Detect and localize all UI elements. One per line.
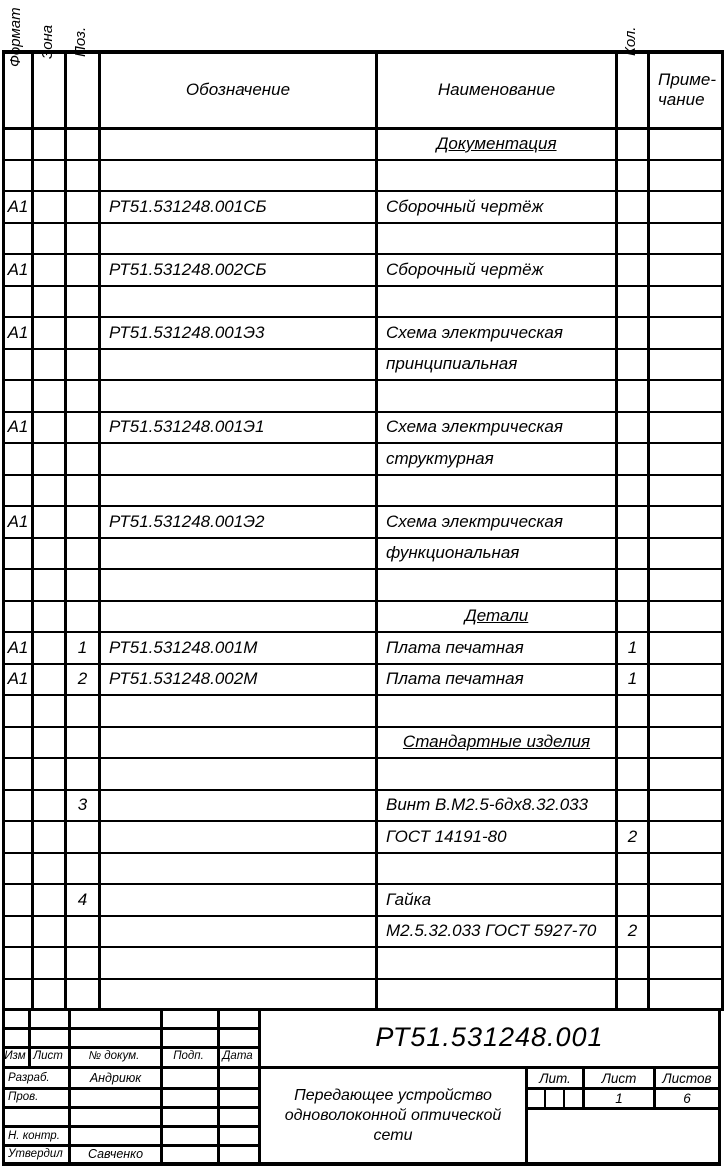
spec-cell-zone bbox=[33, 286, 66, 318]
spec-cell-zone bbox=[33, 191, 66, 223]
spec-cell-note bbox=[649, 664, 723, 696]
spec-cell-name: Винт В.М2.5-6дх8.32.033 bbox=[377, 790, 617, 822]
titleblock-line bbox=[525, 1107, 721, 1110]
spec-header-row bbox=[4, 52, 723, 128]
spec-row bbox=[4, 412, 723, 444]
spec-cell-designation bbox=[100, 538, 377, 570]
column-caption-pos: Поз. bbox=[72, 26, 89, 57]
spec-cell-name: Гайка bbox=[377, 884, 617, 916]
spec-row bbox=[4, 758, 723, 790]
spec-row bbox=[4, 884, 723, 916]
spec-cell-qty: 2 bbox=[617, 821, 649, 853]
spec-cell-note bbox=[649, 632, 723, 664]
spec-row bbox=[4, 601, 723, 633]
spec-cell-note bbox=[649, 412, 723, 444]
spec-row bbox=[4, 664, 723, 696]
spec-row bbox=[4, 727, 723, 759]
spec-cell-note bbox=[649, 380, 723, 412]
spec-cell-qty bbox=[617, 286, 649, 318]
spec-cell-zone bbox=[33, 160, 66, 192]
spec-row bbox=[4, 569, 723, 601]
spec-cell-pos bbox=[66, 821, 100, 853]
role-checked: Пров. bbox=[8, 1091, 39, 1103]
spec-cell-designation: РТ51.531248.001Э1 bbox=[100, 412, 377, 444]
spec-cell-pos: 1 bbox=[66, 632, 100, 664]
spec-cell-zone bbox=[33, 632, 66, 664]
role-ncontrol: Н. контр. bbox=[8, 1129, 60, 1142]
spec-cell-pos bbox=[66, 412, 100, 444]
spec-cell-format bbox=[4, 790, 33, 822]
spec-cell-name bbox=[377, 380, 617, 412]
spec-cell-name: Стандартные изделия bbox=[377, 727, 617, 759]
spec-cell-format bbox=[4, 916, 33, 948]
spec-cell-format: А1 bbox=[4, 506, 33, 538]
spec-cell-pos bbox=[66, 443, 100, 475]
spec-cell-pos bbox=[66, 128, 100, 160]
spec-cell-format bbox=[4, 884, 33, 916]
spec-cell-zone bbox=[33, 916, 66, 948]
spec-row bbox=[4, 821, 723, 853]
spec-cell-format bbox=[4, 128, 33, 160]
spec-cell-format bbox=[4, 569, 33, 601]
spec-cell-pos bbox=[66, 947, 100, 979]
spec-cell-format bbox=[4, 979, 33, 1011]
spec-cell-qty bbox=[617, 506, 649, 538]
spec-cell-note bbox=[649, 349, 723, 381]
spec-cell-format bbox=[4, 443, 33, 475]
spec-cell-note bbox=[649, 569, 723, 601]
spec-cell-pos bbox=[66, 569, 100, 601]
spec-cell-pos bbox=[66, 601, 100, 633]
spec-cell-pos bbox=[66, 695, 100, 727]
spec-cell-note bbox=[649, 443, 723, 475]
spec-cell-designation bbox=[100, 790, 377, 822]
spec-cell-zone bbox=[33, 758, 66, 790]
spec-row bbox=[4, 380, 723, 412]
spec-cell-name: Документация bbox=[377, 128, 617, 160]
spec-cell-designation bbox=[100, 695, 377, 727]
spec-cell-format bbox=[4, 286, 33, 318]
spec-cell-zone bbox=[33, 884, 66, 916]
spec-cell-name: Схема электрическая bbox=[377, 317, 617, 349]
spec-row bbox=[4, 317, 723, 349]
spec-cell-zone bbox=[33, 947, 66, 979]
spec-cell-format: А1 bbox=[4, 632, 33, 664]
spec-cell-pos bbox=[66, 979, 100, 1011]
spec-cell-qty bbox=[617, 349, 649, 381]
titleblock-bottom-border bbox=[2, 1162, 721, 1166]
spec-cell-name: Детали bbox=[377, 601, 617, 633]
header-note-line1: Приме- bbox=[658, 69, 716, 89]
spec-cell-format bbox=[4, 695, 33, 727]
spec-cell-name: М2.5.32.033 ГОСТ 5927-70 bbox=[377, 916, 617, 948]
spec-cell-qty bbox=[617, 569, 649, 601]
spec-cell-designation bbox=[100, 916, 377, 948]
spec-cell-format bbox=[4, 821, 33, 853]
spec-cell-note bbox=[649, 884, 723, 916]
spec-cell-qty bbox=[617, 380, 649, 412]
spec-cell-name: Плата печатная bbox=[377, 664, 617, 696]
spec-cell-designation: РТ51.531248.001СБ bbox=[100, 191, 377, 223]
spec-cell-format: А1 bbox=[4, 412, 33, 444]
role-developed: Разраб. bbox=[8, 1072, 50, 1084]
spec-cell-name: функциональная bbox=[377, 538, 617, 570]
spec-cell-pos bbox=[66, 160, 100, 192]
header-cell-pos bbox=[66, 52, 100, 128]
spec-cell-pos bbox=[66, 254, 100, 286]
spec-cell-pos bbox=[66, 191, 100, 223]
spec-cell-zone bbox=[33, 317, 66, 349]
spec-cell-qty bbox=[617, 727, 649, 759]
spec-cell-zone bbox=[33, 601, 66, 633]
header-cell-name: Наименование bbox=[377, 52, 617, 128]
change-col-sign: Подп. bbox=[173, 1050, 204, 1062]
spec-cell-qty bbox=[617, 601, 649, 633]
spec-cell-format bbox=[4, 223, 33, 255]
spec-cell-note bbox=[649, 538, 723, 570]
spec-cell-qty bbox=[617, 412, 649, 444]
spec-cell-pos: 3 bbox=[66, 790, 100, 822]
spec-cell-designation bbox=[100, 601, 377, 633]
spec-row bbox=[4, 443, 723, 475]
spec-cell-designation bbox=[100, 947, 377, 979]
spec-cell-format bbox=[4, 947, 33, 979]
spec-row bbox=[4, 191, 723, 223]
spec-cell-note bbox=[649, 695, 723, 727]
spec-cell-note bbox=[649, 821, 723, 853]
device-title-line3: сети bbox=[373, 1126, 413, 1144]
titleblock-line bbox=[563, 1087, 565, 1110]
spec-cell-qty bbox=[617, 947, 649, 979]
spec-cell-qty bbox=[617, 317, 649, 349]
spec-row bbox=[4, 506, 723, 538]
spec-cell-format bbox=[4, 727, 33, 759]
change-col-list: Лист bbox=[33, 1050, 63, 1062]
spec-cell-designation bbox=[100, 727, 377, 759]
spec-cell-qty bbox=[617, 443, 649, 475]
spec-cell-name bbox=[377, 979, 617, 1011]
spec-row bbox=[4, 223, 723, 255]
spec-cell-note bbox=[649, 916, 723, 948]
spec-row bbox=[4, 790, 723, 822]
spec-cell-qty bbox=[617, 475, 649, 507]
spec-cell-name bbox=[377, 475, 617, 507]
spec-cell-pos bbox=[66, 286, 100, 318]
spec-cell-note bbox=[649, 160, 723, 192]
spec-cell-zone bbox=[33, 443, 66, 475]
spec-row bbox=[4, 979, 723, 1011]
column-caption-format: Формат bbox=[7, 7, 24, 67]
spec-cell-designation bbox=[100, 758, 377, 790]
spec-cell-format bbox=[4, 758, 33, 790]
spec-cell-pos bbox=[66, 380, 100, 412]
spec-cell-format: А1 bbox=[4, 254, 33, 286]
spec-cell-note bbox=[649, 286, 723, 318]
spec-cell-qty bbox=[617, 254, 649, 286]
spec-cell-qty bbox=[617, 853, 649, 885]
spec-cell-note bbox=[649, 317, 723, 349]
spec-cell-pos: 2 bbox=[66, 664, 100, 696]
spec-cell-qty bbox=[617, 979, 649, 1011]
spec-table-body bbox=[4, 128, 723, 1010]
sheet-number: 1 bbox=[615, 1091, 623, 1106]
spec-cell-designation bbox=[100, 160, 377, 192]
spec-cell-zone bbox=[33, 727, 66, 759]
spec-cell-name bbox=[377, 947, 617, 979]
spec-cell-pos bbox=[66, 349, 100, 381]
spec-cell-designation bbox=[100, 884, 377, 916]
spec-cell-qty: 1 bbox=[617, 664, 649, 696]
spec-cell-name bbox=[377, 695, 617, 727]
change-col-izm: Изм bbox=[4, 1050, 26, 1062]
document-number: РТ51.531248.001 bbox=[375, 1021, 604, 1052]
spec-cell-format: А1 bbox=[4, 191, 33, 223]
titleblock-line bbox=[68, 1008, 71, 1166]
lit-label: Лит. bbox=[539, 1070, 571, 1086]
spec-cell-qty bbox=[617, 191, 649, 223]
role-approved: Утвердил bbox=[8, 1148, 63, 1160]
spec-cell-format bbox=[4, 475, 33, 507]
spec-cell-pos bbox=[66, 758, 100, 790]
sheet-label: Лист bbox=[601, 1070, 637, 1086]
spec-cell-note bbox=[649, 191, 723, 223]
spec-cell-zone bbox=[33, 790, 66, 822]
spec-cell-zone bbox=[33, 506, 66, 538]
header-cell-format bbox=[4, 52, 33, 128]
spec-table bbox=[2, 50, 724, 1011]
sheets-total: 6 bbox=[683, 1091, 691, 1106]
spec-row bbox=[4, 349, 723, 381]
spec-cell-designation bbox=[100, 223, 377, 255]
spec-cell-zone bbox=[33, 412, 66, 444]
spec-cell-note bbox=[649, 506, 723, 538]
spec-cell-format bbox=[4, 538, 33, 570]
spec-cell-zone bbox=[33, 979, 66, 1011]
header-cell-note bbox=[649, 52, 723, 128]
spec-cell-qty bbox=[617, 790, 649, 822]
spec-cell-qty bbox=[617, 695, 649, 727]
spec-cell-designation bbox=[100, 443, 377, 475]
spec-cell-designation: РТ51.531248.002СБ bbox=[100, 254, 377, 286]
spec-cell-qty bbox=[617, 160, 649, 192]
spec-row bbox=[4, 475, 723, 507]
header-cell-qty bbox=[617, 52, 649, 128]
spec-cell-note bbox=[649, 727, 723, 759]
spec-cell-format bbox=[4, 380, 33, 412]
spec-cell-pos bbox=[66, 916, 100, 948]
spec-cell-note bbox=[649, 853, 723, 885]
spec-row bbox=[4, 695, 723, 727]
spec-cell-note bbox=[649, 947, 723, 979]
spec-cell-zone bbox=[33, 695, 66, 727]
spec-cell-name: структурная bbox=[377, 443, 617, 475]
spec-cell-name: Схема электрическая bbox=[377, 412, 617, 444]
titleblock-left-border bbox=[2, 1008, 5, 1166]
spec-row bbox=[4, 254, 723, 286]
titleblock-line bbox=[160, 1008, 163, 1166]
spec-cell-name: Сборочный чертёж bbox=[377, 191, 617, 223]
change-col-date: Дата bbox=[222, 1050, 253, 1062]
spec-cell-note bbox=[649, 758, 723, 790]
change-col-docnum: № докум. bbox=[88, 1050, 140, 1062]
spec-cell-note bbox=[649, 790, 723, 822]
device-title-line2: одноволоконной оптической bbox=[284, 1106, 502, 1124]
spec-cell-pos bbox=[66, 538, 100, 570]
spec-cell-designation bbox=[100, 475, 377, 507]
spec-cell-pos bbox=[66, 317, 100, 349]
spec-cell-pos bbox=[66, 506, 100, 538]
spec-cell-designation bbox=[100, 286, 377, 318]
spec-cell-name: Сборочный чертёж bbox=[377, 254, 617, 286]
spec-cell-zone bbox=[33, 821, 66, 853]
spec-cell-note bbox=[649, 601, 723, 633]
spec-cell-designation bbox=[100, 569, 377, 601]
spec-row bbox=[4, 947, 723, 979]
spec-row bbox=[4, 632, 723, 664]
spec-cell-designation: РТ51.531248.002М bbox=[100, 664, 377, 696]
spec-cell-format: А1 bbox=[4, 317, 33, 349]
approver-name: Савченко bbox=[87, 1147, 144, 1161]
spec-cell-name bbox=[377, 569, 617, 601]
spec-cell-qty bbox=[617, 223, 649, 255]
spec-row bbox=[4, 538, 723, 570]
spec-cell-name: ГОСТ 14191-80 bbox=[377, 821, 617, 853]
spec-cell-format bbox=[4, 601, 33, 633]
device-title-line1: Передающее устройство bbox=[294, 1086, 492, 1104]
spec-cell-zone bbox=[33, 664, 66, 696]
spec-cell-name bbox=[377, 758, 617, 790]
spec-cell-format bbox=[4, 160, 33, 192]
spec-cell-zone bbox=[33, 223, 66, 255]
spec-cell-format bbox=[4, 349, 33, 381]
spec-cell-qty bbox=[617, 758, 649, 790]
spec-cell-designation: РТ51.531248.001М bbox=[100, 632, 377, 664]
spec-cell-name bbox=[377, 223, 617, 255]
spec-cell-pos bbox=[66, 853, 100, 885]
spec-cell-designation bbox=[100, 821, 377, 853]
spec-cell-designation bbox=[100, 128, 377, 160]
spec-cell-zone bbox=[33, 569, 66, 601]
spec-cell-designation: РТ51.531248.001Э2 bbox=[100, 506, 377, 538]
spec-cell-designation bbox=[100, 979, 377, 1011]
spec-row bbox=[4, 160, 723, 192]
spec-cell-format bbox=[4, 853, 33, 885]
spec-row bbox=[4, 128, 723, 160]
spec-cell-qty bbox=[617, 538, 649, 570]
spec-cell-designation bbox=[100, 380, 377, 412]
spec-cell-name bbox=[377, 160, 617, 192]
titleblock-line bbox=[544, 1087, 546, 1110]
titleblock-right-border bbox=[718, 1008, 721, 1166]
spec-cell-pos: 4 bbox=[66, 884, 100, 916]
spec-cell-qty: 1 bbox=[617, 632, 649, 664]
spec-cell-name: Плата печатная bbox=[377, 632, 617, 664]
spec-cell-zone bbox=[33, 349, 66, 381]
spec-cell-qty: 2 bbox=[617, 916, 649, 948]
column-caption-zone: Зона bbox=[39, 24, 56, 59]
spec-cell-pos bbox=[66, 223, 100, 255]
spec-cell-pos bbox=[66, 475, 100, 507]
header-cell-designation: Обозначение bbox=[100, 52, 377, 128]
spec-cell-note bbox=[649, 128, 723, 160]
spec-cell-note bbox=[649, 979, 723, 1011]
spec-cell-qty bbox=[617, 884, 649, 916]
spec-cell-pos bbox=[66, 727, 100, 759]
header-cell-zone bbox=[33, 52, 66, 128]
spec-cell-zone bbox=[33, 853, 66, 885]
spec-cell-zone bbox=[33, 538, 66, 570]
spec-cell-designation bbox=[100, 349, 377, 381]
spec-cell-zone bbox=[33, 475, 66, 507]
spec-cell-name: принципиальная bbox=[377, 349, 617, 381]
spec-cell-name bbox=[377, 286, 617, 318]
spec-cell-zone bbox=[33, 380, 66, 412]
spec-cell-designation bbox=[100, 853, 377, 885]
spec-row bbox=[4, 916, 723, 948]
device-title bbox=[261, 1069, 525, 1162]
spec-row bbox=[4, 286, 723, 318]
spec-cell-zone bbox=[33, 254, 66, 286]
developer-name: Андриюк bbox=[89, 1071, 142, 1085]
spec-cell-note bbox=[649, 475, 723, 507]
spec-cell-name bbox=[377, 853, 617, 885]
spec-cell-name: Схема электрическая bbox=[377, 506, 617, 538]
spec-cell-zone bbox=[33, 128, 66, 160]
titleblock-line bbox=[217, 1008, 220, 1166]
spec-cell-qty bbox=[617, 128, 649, 160]
spec-cell-note bbox=[649, 223, 723, 255]
spec-cell-designation: РТ51.531248.001Э3 bbox=[100, 317, 377, 349]
spec-cell-format: А1 bbox=[4, 664, 33, 696]
spec-cell-note bbox=[649, 254, 723, 286]
column-caption-qty: Кол. bbox=[622, 26, 639, 56]
spec-row bbox=[4, 853, 723, 885]
sheets-label: Листов bbox=[662, 1070, 712, 1086]
header-note-line2: чание bbox=[658, 90, 705, 110]
